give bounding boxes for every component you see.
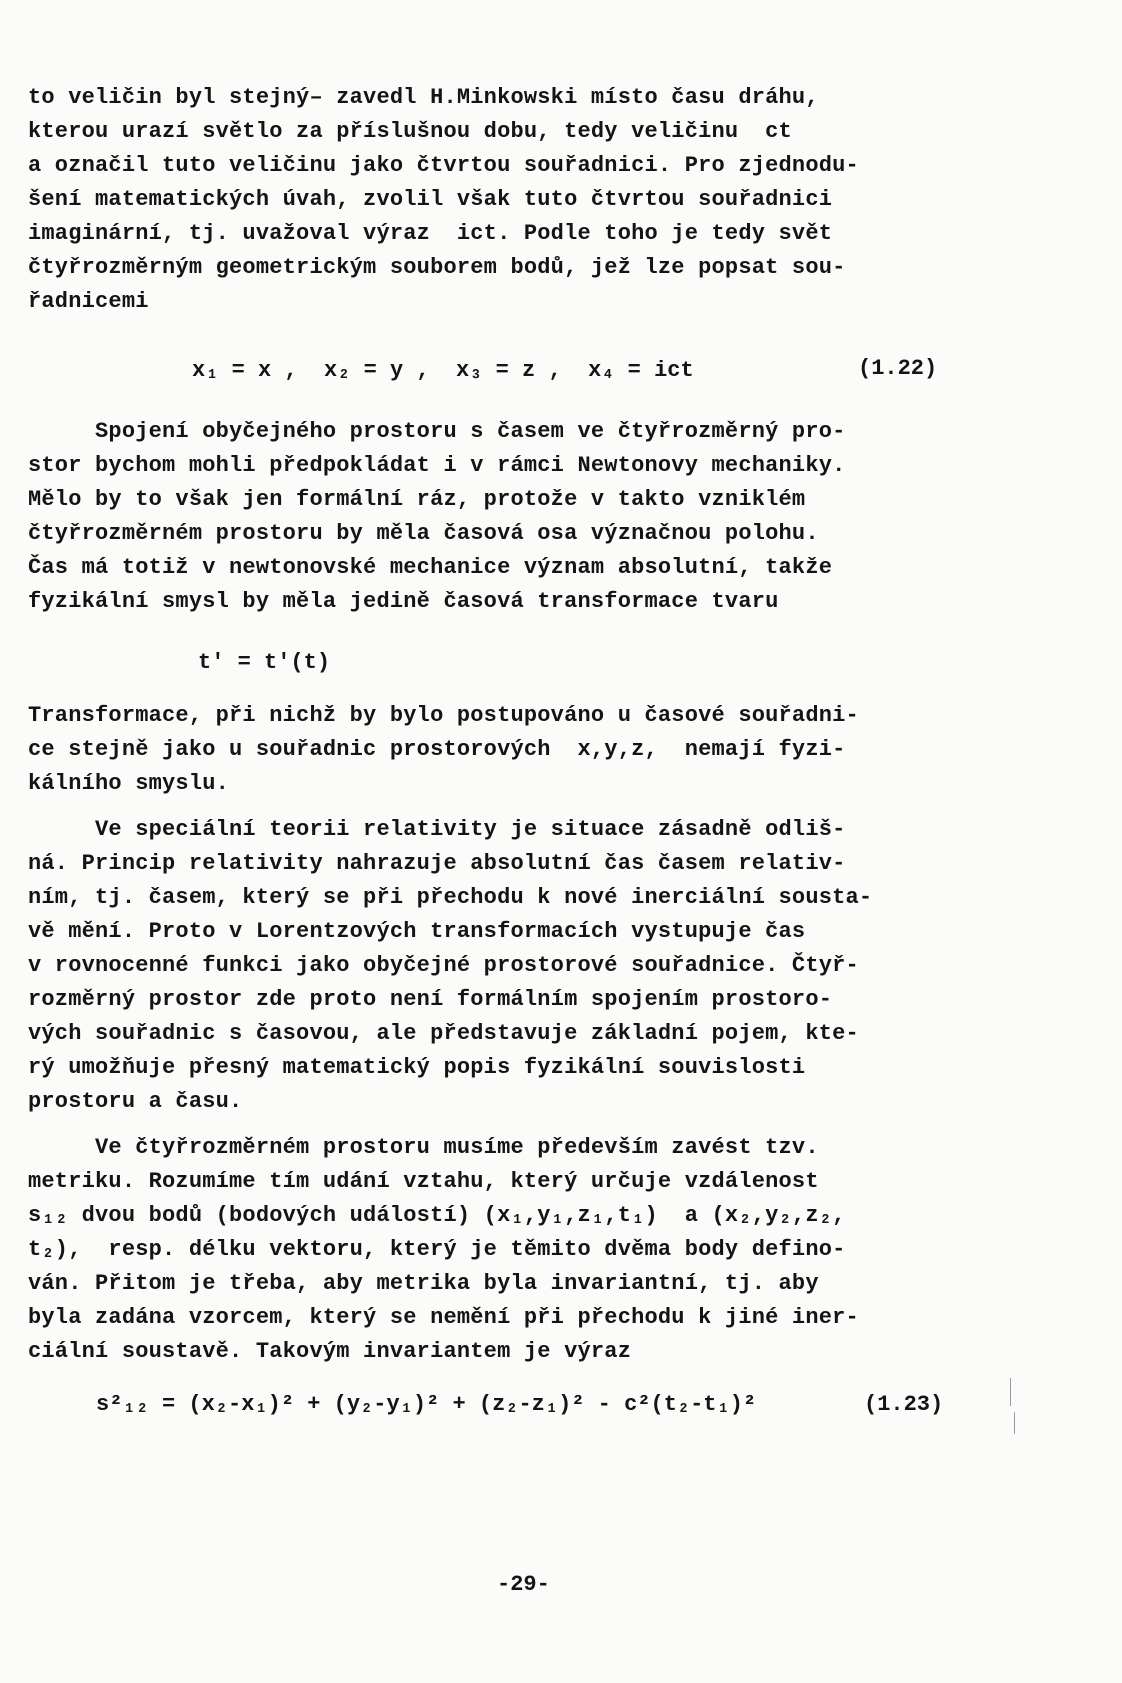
- text-line: s₁₂ dvou bodů (bodových událostí) (x₁,y₁,z₁,t₁) a (x₂,y₂,z₂,: [28, 1203, 846, 1228]
- text-line: to veličin byl stejný– zavedl H.Minkowski místo času dráhu,: [28, 85, 819, 110]
- text-line: ván. Přitom je třeba, aby metrika byla invariantní, tj. aby: [28, 1271, 819, 1296]
- text-line: šení matematických úvah, zvolil však tuto čtvrtou souřadnici: [28, 187, 833, 212]
- text-line: Mělo by to však jen formální ráz, protože v takto vzniklém: [28, 487, 806, 512]
- equation-1-22: x₁ = x , x₂ = y , x₃ = z , x₄ = ict: [192, 358, 694, 383]
- text-line: metriku. Rozumíme tím udání vztahu, který určuje vzdálenost: [28, 1169, 819, 1194]
- text-line: fyzikální smysl by měla jedině časová transformace tvaru: [28, 589, 779, 614]
- text-line: Čas má totiž v newtonovské mechanice význam absolutní, takže: [28, 555, 833, 580]
- text-line: čtyřrozměrném prostoru by měla časová osa význačnou polohu.: [28, 521, 819, 546]
- equation-number: (1.23): [864, 1392, 944, 1417]
- text-line: kálního smyslu.: [28, 771, 230, 796]
- text-line: řadnicemi: [28, 289, 149, 314]
- text-line: vě mění. Proto v Lorentzových transformacích vystupuje čas: [28, 919, 806, 944]
- scan-mark: [1010, 1378, 1011, 1406]
- text-line: Spojení obyčejného prostoru s časem ve čtyřrozměrný pro-: [28, 419, 846, 444]
- text-line: ciální soustavě. Takovým invariantem je výraz: [28, 1339, 632, 1364]
- text-line: a označil tuto veličinu jako čtvrtou souřadnici. Pro zjednodu-: [28, 153, 859, 178]
- text-line: čtyřrozměrným geometrickým souborem bodů, jež lze popsat sou-: [28, 255, 846, 280]
- text-line: ním, tj. časem, který se při přechodu k nové inerciální sousta-: [28, 885, 873, 910]
- text-line: stor bychom mohli předpokládat i v rámci Newtonovy mechaniky.: [28, 453, 846, 478]
- scan-mark: [1014, 1412, 1015, 1434]
- text-line: byla zadána vzorcem, který se nemění při přechodu k jiné iner-: [28, 1305, 859, 1330]
- text-line: imaginární, tj. uvažoval výraz ict. Podle toho je tedy svět: [28, 221, 833, 246]
- page-number: -29-: [497, 1572, 550, 1597]
- text-line: Ve speciální teorii relativity je situace zásadně odliš-: [28, 817, 846, 842]
- text-line: t₂), resp. délku vektoru, který je těmito dvěma body defino-: [28, 1237, 846, 1262]
- text-line: ce stejně jako u souřadnic prostorových x,y,z, nemají fyzi-: [28, 737, 846, 762]
- text-line: ná. Princip relativity nahrazuje absolutní čas časem relativ-: [28, 851, 846, 876]
- text-line: prostoru a času.: [28, 1089, 243, 1114]
- text-line: Transformace, při nichž by bylo postupováno u časové souřadni-: [28, 703, 859, 728]
- equation-1-23: s²₁₂ = (x₂-x₁)² + (y₂-y₁)² + (z₂-z₁)² - c²(t₂-t₁)²: [96, 1392, 757, 1417]
- equation-time-transform: t′ = t′(t): [198, 650, 331, 675]
- text-line: Ve čtyřrozměrném prostoru musíme především zavést tzv.: [28, 1135, 819, 1160]
- text-line: rý umožňuje přesný matematický popis fyzikální souvislosti: [28, 1055, 806, 1080]
- text-line: rozměrný prostor zde proto není formálním spojením prostoro-: [28, 987, 833, 1012]
- text-line: v rovnocenné funkci jako obyčejné prostorové souřadnice. Čtyř-: [28, 953, 859, 978]
- equation-number: (1.22): [858, 356, 938, 381]
- text-line: kterou urazí světlo za příslušnou dobu, tedy veličinu ct: [28, 119, 792, 144]
- text-line: vých souřadnic s časovou, ale představuje základní pojem, kte-: [28, 1021, 859, 1046]
